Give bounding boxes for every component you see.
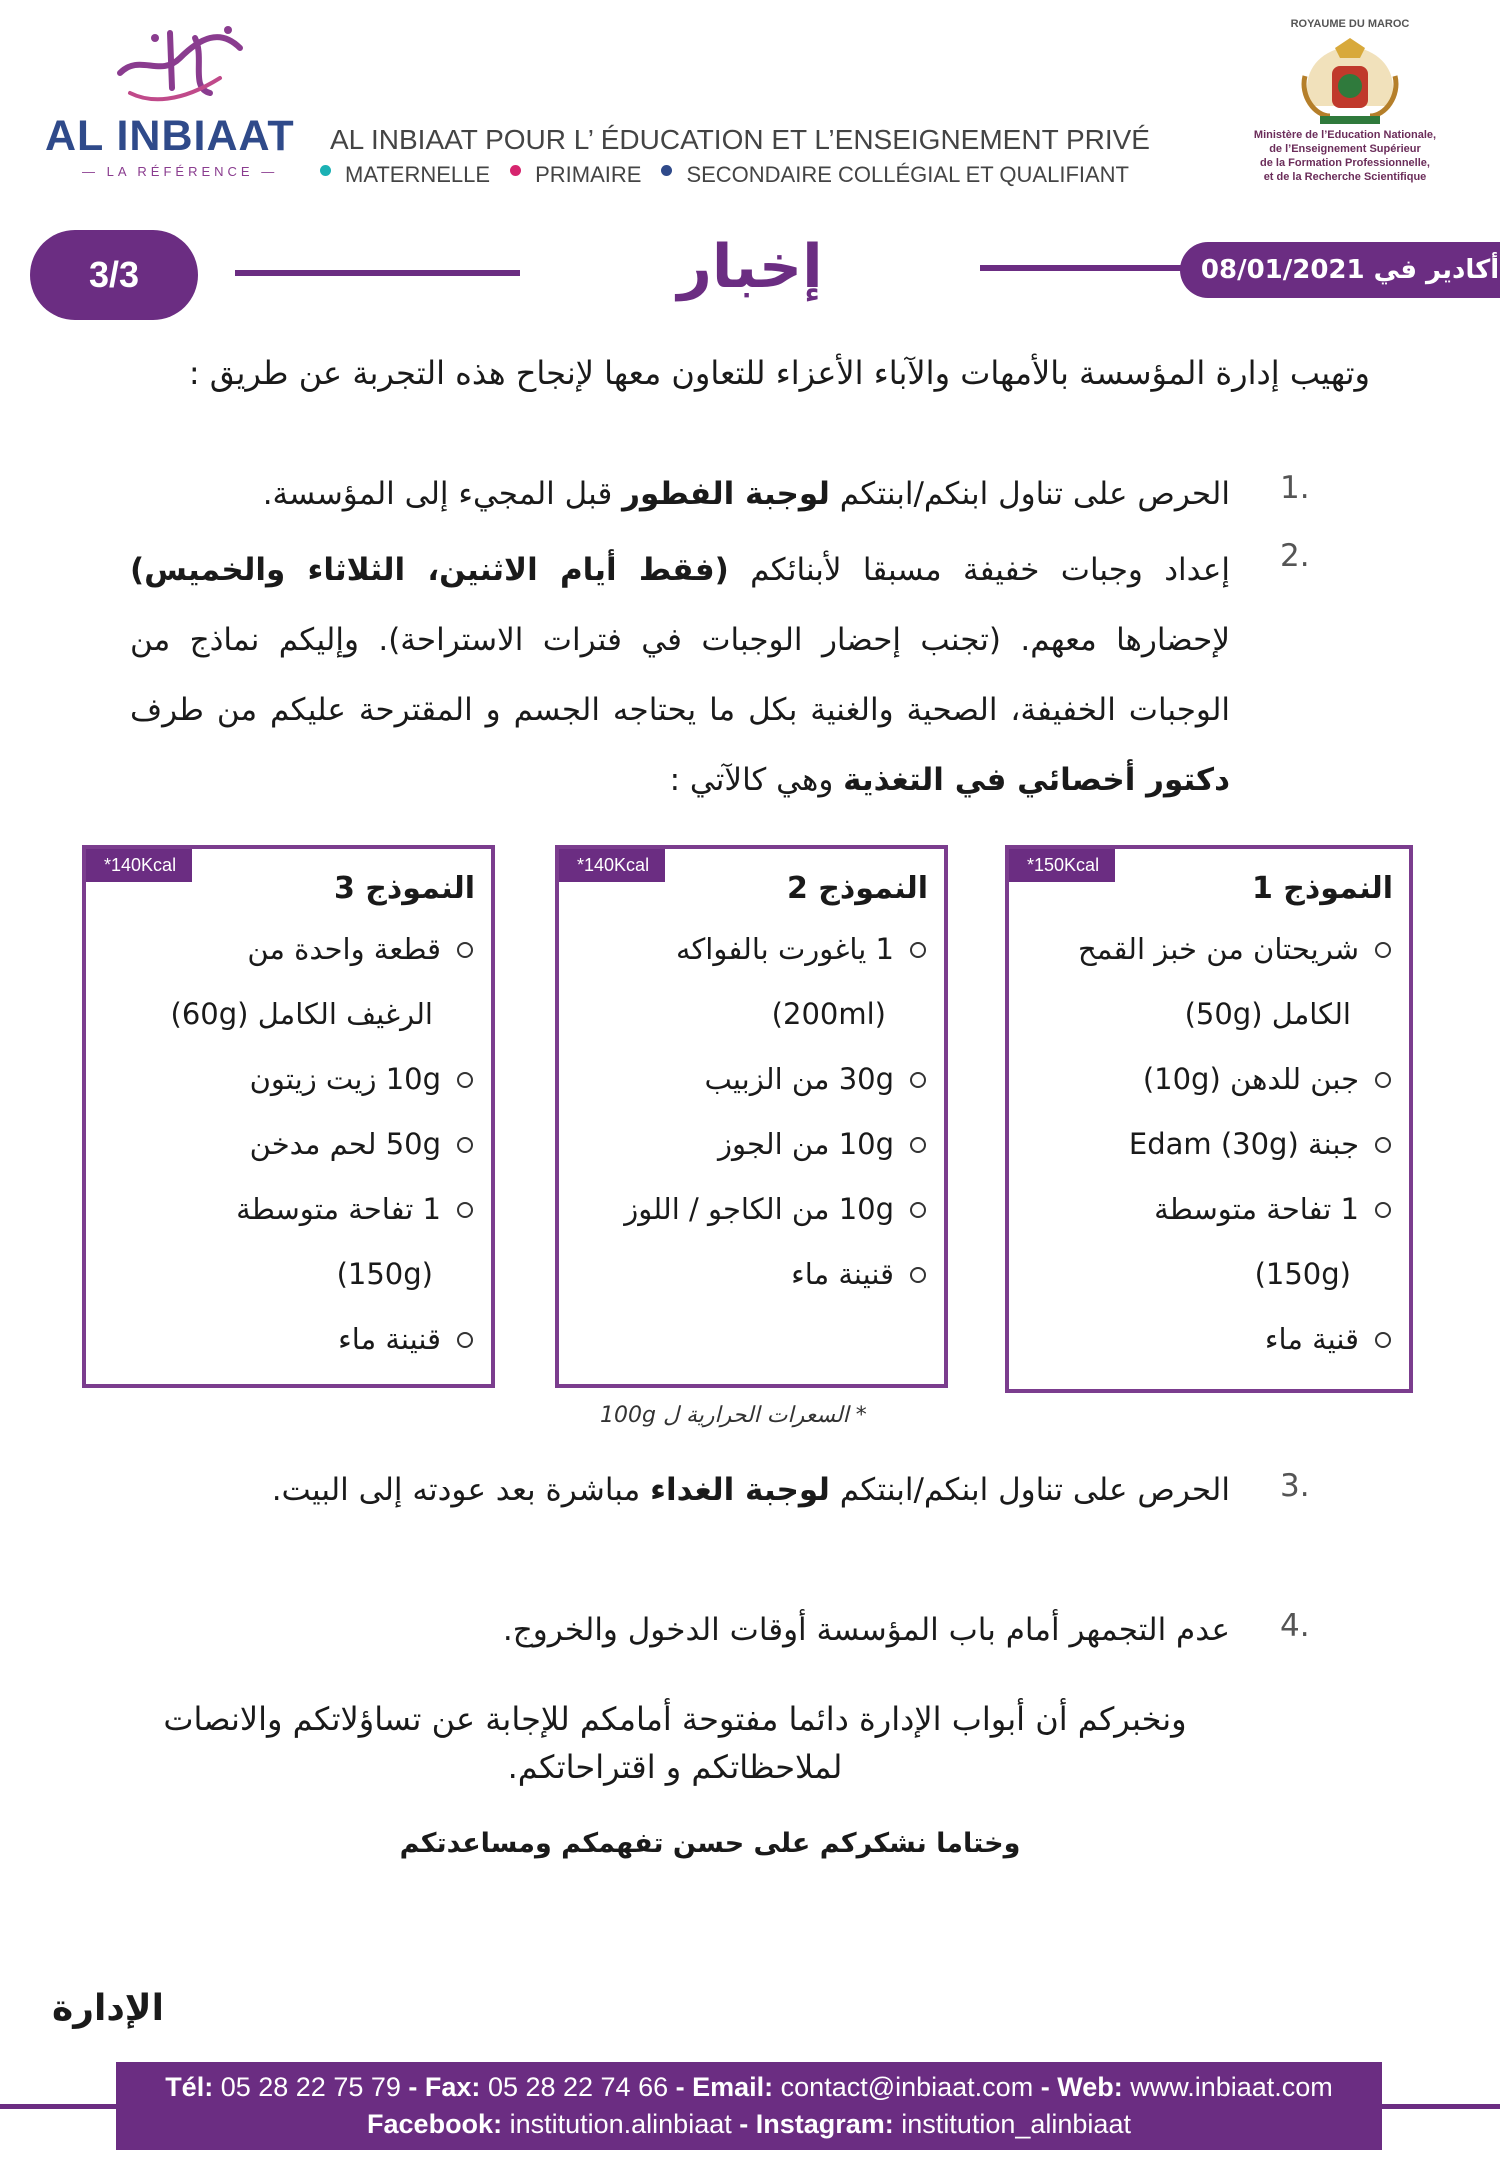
kcal-badge: *140Kcal (86, 849, 192, 882)
website-link[interactable]: www.inbiaat.com (1130, 2072, 1333, 2102)
list-item: 10g من الكاجو / اللوز (624, 1177, 926, 1242)
kcal-footnote: * السعرات الحرارية ل 100g (600, 1403, 867, 1428)
kcal-badge: *150Kcal (1009, 849, 1115, 882)
bullet-circle-icon (1375, 1137, 1391, 1153)
list-item-2: إعداد وجبات خفيفة مسبقا لأبنائكم (فقط أيام الاثنين، الثلاثاء والخميس) لإحضارها معهم. (تجنب إحضار الوجبات في فترات الاستراحة). وإليكم نماذج من الوجبات الخفيفة، الصحية والغنية بكل ما يحتاجه الجسم و المقترحة عليكم من طرف دكتور أخصائي في التغذية وهي كالآتي : (130, 552, 1230, 798)
bullet-circle-icon (1375, 1202, 1391, 1218)
bullet-circle-icon (910, 1202, 926, 1218)
list-number: 1. (1280, 470, 1310, 506)
bullet-circle-icon (457, 1332, 473, 1348)
brand-name: AL INBIAAT (45, 112, 295, 160)
fax-number: 05 28 22 74 66 (487, 2072, 669, 2102)
bullet-circle-icon (457, 942, 473, 958)
date-badge: أكادير في 08/01/2021 (1180, 242, 1500, 298)
email-link[interactable]: contact@inbiaat.com (780, 2072, 1034, 2102)
school-title: AL INBIAAT POUR L’ ÉDUCATION ET L’ENSEIGNEMENT PRIVÉ (330, 124, 1150, 155)
page-title: إخبار (677, 232, 823, 302)
page-number-badge: 3/3 (30, 230, 198, 320)
list-item: 10g من الجوز (624, 1112, 926, 1177)
phone-number: 05 28 22 75 79 (220, 2072, 401, 2102)
bullet-dot-icon (510, 165, 521, 176)
level-secondaire: SECONDAIRE COLLÉGIAL ET QUALIFIANT (661, 162, 1129, 188)
signature-administration: الإدارة (52, 1988, 164, 2029)
list-item: الرغيف الكامل (60g) (170, 997, 433, 1031)
level-primaire: PRIMAIRE (510, 162, 641, 188)
list-number: 4. (1280, 1608, 1310, 1644)
ministry-label: Ministère de l’Education Nationale, de l’Enseignement Supérieur de la Formation Professionnelle, et de la Recherche Scientifique (1253, 129, 1437, 183)
bullet-circle-icon (910, 1137, 926, 1153)
list-item: 50g لحم مدخن (171, 1112, 473, 1177)
intro-paragraph: وتهيب إدارة المؤسسة بالأمهات والآباء الأعزاء للتعاون معها لإنجاح هذه التجربة عن طريق : (188, 354, 1370, 392)
list-item: الكامل (50g) (1184, 997, 1351, 1031)
bullet-circle-icon (457, 1072, 473, 1088)
model-item-list (171, 917, 473, 1372)
bullet-dot-icon (320, 165, 331, 176)
list-item: 30g من الزبيب (624, 1047, 926, 1112)
model-title: النموذج 3 (333, 871, 475, 906)
list-item: (200ml) (771, 997, 886, 1031)
list-item: 1 تفاحة متوسطة (171, 1177, 473, 1242)
bullet-circle-icon (457, 1202, 473, 1218)
list-item: 10g زيت زيتون (171, 1047, 473, 1112)
bullet-circle-icon (910, 1267, 926, 1283)
list-number: 2. (1280, 538, 1310, 574)
bullet-circle-icon (910, 1072, 926, 1088)
bullet-circle-icon (1375, 942, 1391, 958)
closing-paragraph: ونخبركم أن أبواب الإدارة دائما مفتوحة أمامكم للإجابة عن تساؤلاتكم والانصات لملاحظاتكم و اقتراحاتكم. (163, 1700, 1187, 1786)
list-item: قطعة واحدة من (171, 917, 473, 982)
list-item: 1 ياغورت بالفواكه (624, 917, 926, 982)
list-item: شريحتان من خبز القمح (1078, 917, 1391, 982)
kingdom-label: ROYAUME DU MAROC (1290, 18, 1410, 30)
instagram-link[interactable]: institution_alinbiaat (901, 2109, 1131, 2139)
footer-divider-left (0, 2104, 118, 2109)
list-item: جبن للدهن (10g) (1078, 1047, 1391, 1112)
meal-model-3-card (82, 845, 495, 1388)
list-item: (150g) (1254, 1257, 1351, 1291)
bullet-circle-icon (910, 942, 926, 958)
list-number: 3. (1280, 1468, 1310, 1504)
meal-model-2-card (555, 845, 948, 1388)
bullet-circle-icon (1375, 1332, 1391, 1348)
model-title: النموذج 1 (1251, 871, 1393, 906)
list-item: قنينة ماء (171, 1307, 473, 1372)
brand-tagline: — LA RÉFÉRENCE — (82, 164, 279, 179)
bullet-dot-icon (661, 165, 672, 176)
level-maternelle: MATERNELLE (320, 162, 490, 188)
title-divider-right (980, 265, 1200, 271)
meal-model-1-card (1005, 845, 1413, 1393)
brand-logo-calligraphy (110, 18, 250, 108)
model-item-list (1078, 917, 1391, 1372)
list-item: قنينة ماء (624, 1242, 926, 1307)
bullet-circle-icon (457, 1137, 473, 1153)
bullet-circle-icon (1375, 1072, 1391, 1088)
thanks-line: وختاما نشكركم على حسن تفهمكم ومساعدتكم (399, 1828, 1021, 1859)
school-levels (320, 162, 1129, 188)
list-item-1: الحرص على تناول ابنكم/ابنتكم لوجبة الفطور قبل المجيء إلى المؤسسة. (262, 476, 1230, 512)
list-item: 1 تفاحة متوسطة (1078, 1177, 1391, 1242)
model-title: النموذج 2 (786, 871, 928, 906)
facebook-link[interactable]: institution.alinbiaat (509, 2109, 732, 2139)
list-item-3: الحرص على تناول ابنكم/ابنتكم لوجبة الغداء مباشرة بعد عودته إلى البيت. (271, 1472, 1230, 1508)
title-divider-left (235, 270, 520, 276)
moroccan-coat-of-arms-icon (1290, 36, 1410, 128)
contact-footer: Tél: 05 28 22 75 79 - Fax: 05 28 22 74 66 - Email: contact@inbiaat.com - Web: www.inbiaat.com Facebook: institution.alinbiaat - Instagram: institution_alinbiaat (116, 2062, 1382, 2150)
list-item: جبنة Edam (30g) (1078, 1112, 1391, 1177)
model-item-list (624, 917, 926, 1307)
list-item: (150g) (336, 1257, 433, 1291)
list-item-4: عدم التجمهر أمام باب المؤسسة أوقات الدخول والخروج. (502, 1612, 1230, 1648)
footer-divider-right (1380, 2104, 1500, 2109)
kcal-badge: *140Kcal (559, 849, 665, 882)
list-item: قنية ماء (1078, 1307, 1391, 1372)
